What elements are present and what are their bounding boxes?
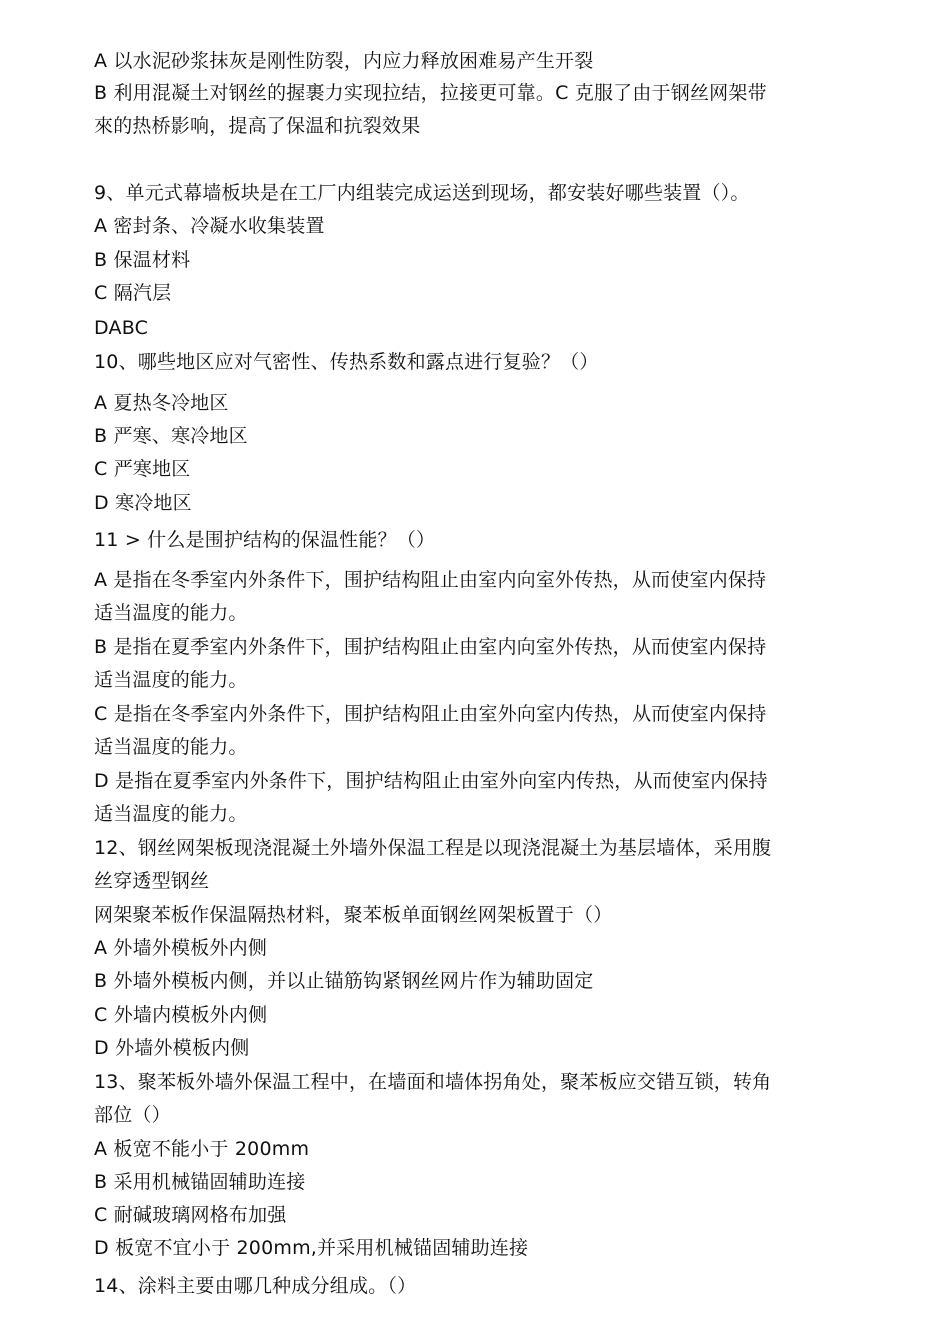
text-line: A 外墙外模板外内侧 <box>94 937 268 959</box>
text-line: D 寒冷地区 <box>94 492 192 514</box>
text-line: A 以水泥砂浆抹灰是刚性防裂，内应力释放困难易产生开裂 <box>94 50 594 72</box>
text-line: C 外墙内模板外内侧 <box>94 1004 268 1026</box>
text-line: A 密封条、冷凝水收集装置 <box>94 215 325 237</box>
text-line: D 板宽不宜小于 200mm,并采用机械锚固辅助连接 <box>94 1237 529 1259</box>
text-line: C 耐碱玻璃网格布加强 <box>94 1204 287 1226</box>
text-line: C 是指在冬季室内外条件下，围护结构阻止由室外向室内传热，从而使室内保持 <box>94 703 767 725</box>
text-line: 11 > 什么是围护结构的保温性能？（） <box>94 529 436 551</box>
text-line: 部位（） <box>94 1104 171 1126</box>
text-line: 12、钢丝网架板现浇混凝土外墙外保温工程是以现浇混凝土为基层墙体，采用腹 <box>94 837 772 859</box>
text-line: C 隔汽层 <box>94 282 172 304</box>
text-line: DABC <box>94 317 149 339</box>
text-line: 网架聚苯板作保温隔热材料，聚苯板单面钢丝网架板置于（） <box>94 904 613 926</box>
text-line: 來的热桥影响，提高了保温和抗裂效果 <box>94 115 421 137</box>
text-line: 适当温度的能力。 <box>94 669 248 691</box>
text-line: D 外墙外模板内侧 <box>94 1037 250 1059</box>
text-line: 13、聚苯板外墙外保温工程中，在墙面和墙体拐角处，聚苯板应交错互锁，转角 <box>94 1071 772 1093</box>
text-line: 适当温度的能力。 <box>94 736 248 758</box>
text-line: 适当温度的能力。 <box>94 602 248 624</box>
text-line: C 严寒地区 <box>94 458 191 480</box>
text-line: A 夏热冬冷地区 <box>94 392 229 414</box>
text-line: 丝穿透型钢丝 <box>94 870 210 892</box>
text-line: B 采用机械锚固辅助连接 <box>94 1171 306 1193</box>
text-line: A 是指在冬季室内外条件下，围护结构阻止由室内向室外传热，从而使室内保持 <box>94 569 767 591</box>
text-line: 9、单元式幕墙板块是在工厂内组装完成运送到现场，都安装好哪些装置（）。 <box>94 182 750 204</box>
text-line: A 板宽不能小于 200mm <box>94 1138 310 1160</box>
text-line: 10、哪些地区应对气密性、传热系数和露点进行复验？（） <box>94 351 599 373</box>
text-line: B 是指在夏季室内外条件下，围护结构阻止由室内向室外传热，从而使室内保持 <box>94 636 767 658</box>
text-line: B 外墙外模板内侧，并以止锚筋钩紧钢丝网片作为辅助固定 <box>94 970 594 992</box>
text-line: B 保温材料 <box>94 249 191 271</box>
text-line: B 利用混凝土对钢丝的握裹力实现拉结，拉接更可靠。C 克服了由于钢丝网架带 <box>94 82 767 104</box>
text-line: 14、涂料主要由哪几种成分组成。（） <box>94 1275 417 1297</box>
text-line: D 是指在夏季室内外条件下，围护结构阻止由室外向室内传热，从而使室内保持 <box>94 770 768 792</box>
text-line: B 严寒、寒冷地区 <box>94 425 248 447</box>
text-line: 适当温度的能力。 <box>94 803 248 825</box>
